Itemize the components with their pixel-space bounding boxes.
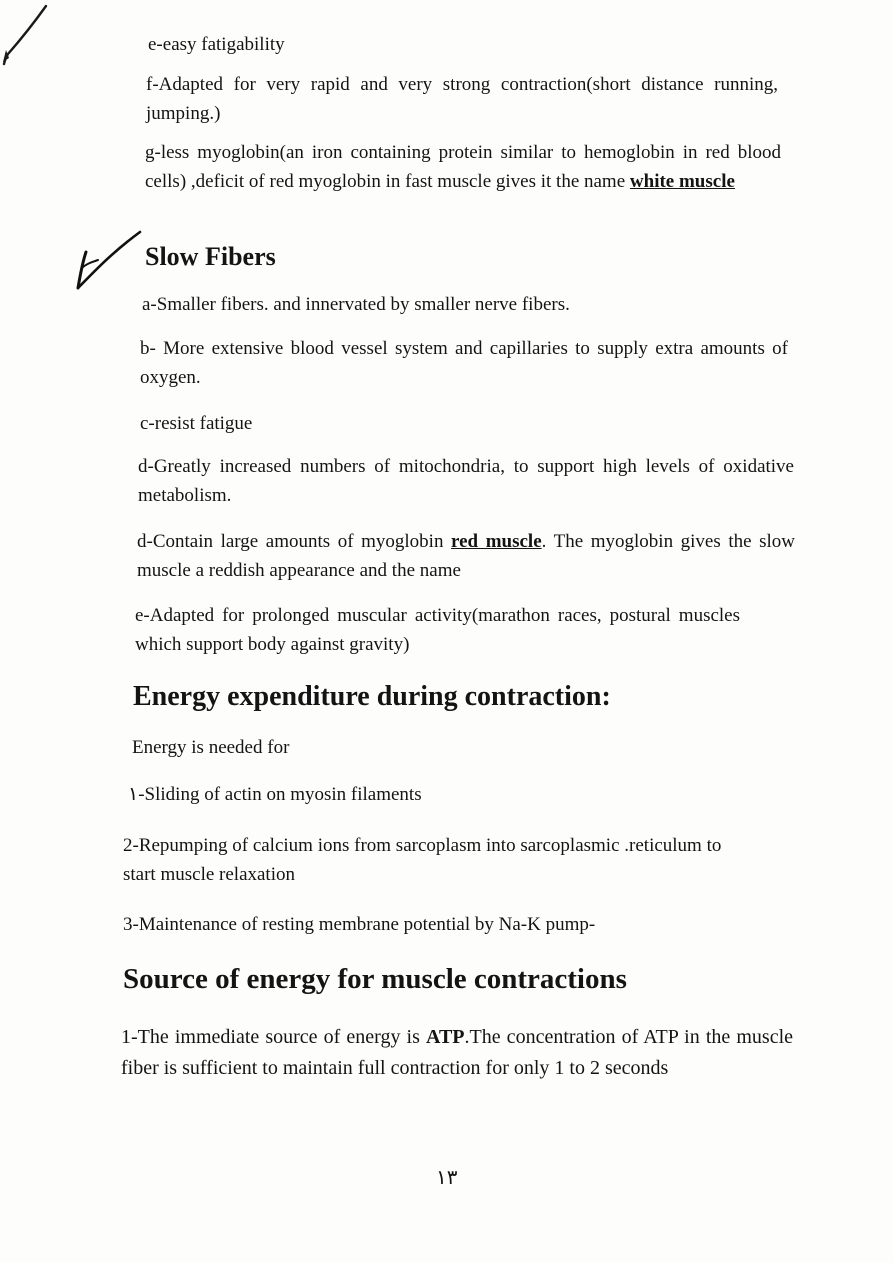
fast-fibers-item-e: e-easy fatigability bbox=[148, 34, 285, 55]
atp-term: ATP bbox=[425, 1026, 465, 1048]
slow-fibers-item-c: c-resist fatigue bbox=[140, 413, 253, 434]
energy-item-3: 3-Maintenance of resting membrane potential by Na-K pump- bbox=[123, 914, 596, 935]
slow-fibers-item-e: e-Adapted for prolonged muscular activity(marathon races, postural muscles which support body against gravity) bbox=[135, 605, 740, 655]
energy-intro: Energy is needed for bbox=[132, 737, 290, 758]
slow-fibers-heading: Slow Fibers bbox=[145, 242, 276, 271]
checkmark-icon bbox=[70, 228, 150, 294]
energy-source-paragraph bbox=[121, 1022, 793, 1084]
energy-source-post: .The concentration of ATP in the muscle fiber is sufficient to maintain full contraction for only 1 to 2 seconds bbox=[121, 1026, 794, 1079]
pen-stroke-top-left-icon bbox=[0, 0, 60, 80]
fast-fibers-item-f: f-Adapted for very rapid and very strong contraction(short distance running, jumping.) bbox=[146, 74, 778, 124]
energy-item-1: ١-Sliding of actin on myosin filaments bbox=[128, 784, 422, 805]
slow-fibers-item-a: a-Smaller fibers. and innervated by smaller nerve fibers. bbox=[142, 294, 570, 315]
slow-fibers-item-d2 bbox=[137, 527, 795, 585]
energy-item-2: 2-Repumping of calcium ions from sarcoplasm into sarcoplasmic .reticulum to start muscle relaxation bbox=[123, 835, 722, 885]
white-muscle-term: white muscle bbox=[629, 171, 735, 192]
slow-fibers-item-d2-post: . The myoglobin gives the slow muscle a reddish appearance and the name bbox=[137, 531, 795, 581]
slow-fibers-item-d2-pre: d-Contain large amounts of myoglobin bbox=[137, 531, 452, 552]
energy-expenditure-heading: Energy expenditure during contraction: bbox=[133, 681, 611, 712]
energy-source-pre: 1-The immediate source of energy is bbox=[121, 1026, 426, 1048]
slow-fibers-item-d1: d-Greatly increased numbers of mitochondria, to support high levels of oxidative metabolism. bbox=[138, 456, 794, 506]
page-number: ١٣ bbox=[436, 1165, 458, 1189]
energy-source-heading: Source of energy for muscle contractions bbox=[123, 963, 627, 995]
red-muscle-term: red muscle bbox=[451, 531, 542, 552]
fast-fibers-item-g bbox=[145, 138, 781, 196]
fast-fibers-item-g-text: g-less myoglobin(an iron containing protein similar to hemoglobin in red blood cells) ,deficit of red myoglobin in fast muscle gives it the name bbox=[145, 142, 781, 192]
slow-fibers-item-b: b- More extensive blood vessel system and capillaries to supply extra amounts of oxygen. bbox=[140, 338, 788, 388]
